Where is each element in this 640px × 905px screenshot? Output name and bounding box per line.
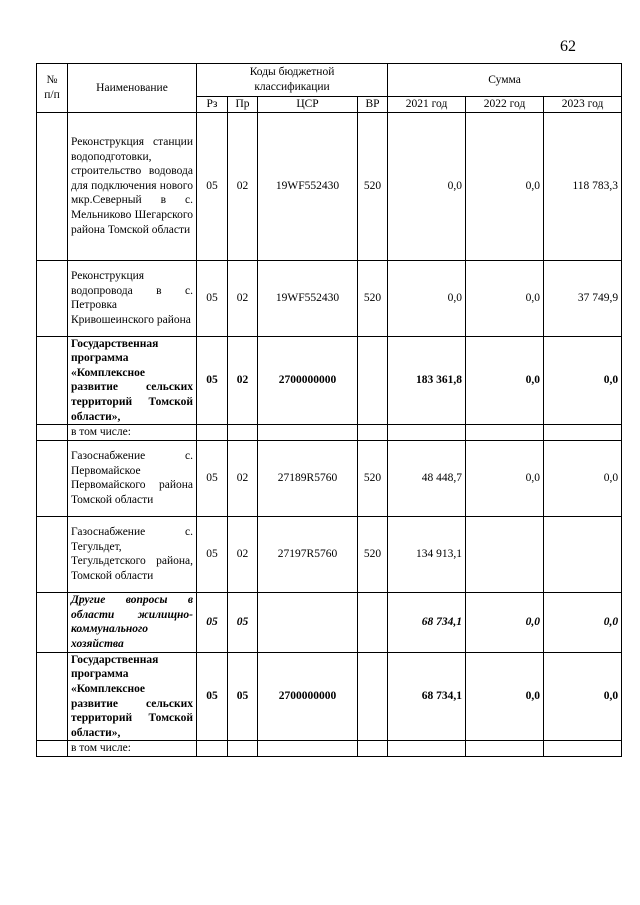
row-csr: 2700000000: [258, 652, 358, 741]
row-num: [37, 260, 68, 336]
row-num: [37, 440, 68, 516]
header-vr: ВР: [358, 97, 388, 113]
row-rz: [197, 425, 228, 441]
row-num: [37, 741, 68, 757]
row-vr: 520: [358, 516, 388, 592]
row-2022: 0,0: [466, 260, 544, 336]
table-row: [37, 516, 622, 592]
header-rz: Рз: [197, 97, 228, 113]
row-csr: [258, 425, 358, 441]
row-rz: 05: [197, 652, 228, 741]
row-2022: 0,0: [466, 336, 544, 425]
row-2023: 37 749,9: [544, 260, 622, 336]
row-num: [37, 112, 68, 260]
row-num: [37, 652, 68, 741]
header-pr: Пр: [228, 97, 258, 113]
table-row: [37, 592, 622, 652]
row-2022: 0,0: [466, 652, 544, 741]
row-2021: 183 361,8: [388, 336, 466, 425]
header-codes: [197, 64, 388, 97]
table-row: [37, 741, 622, 757]
row-vr: 520: [358, 440, 388, 516]
row-2023: [544, 741, 622, 757]
row-name: Газоснабжение с. Тегульдет, Тегульдетского района, Томской области: [68, 516, 197, 592]
row-pr: 02: [228, 516, 258, 592]
header-num: [37, 64, 68, 113]
row-num: [37, 336, 68, 425]
row-2021: [388, 425, 466, 441]
row-2023: 118 783,3: [544, 112, 622, 260]
row-vr: [358, 336, 388, 425]
row-rz: 05: [197, 112, 228, 260]
row-2021: 134 913,1: [388, 516, 466, 592]
row-name: Государственная программа «Комплексное развитие сельских территорий Томской области»,: [68, 336, 197, 425]
row-csr: 27189R5760: [258, 440, 358, 516]
row-pr: 02: [228, 440, 258, 516]
row-2021: 48 448,7: [388, 440, 466, 516]
header-codes-line2: классификации: [254, 81, 330, 93]
row-rz: 05: [197, 516, 228, 592]
table-row: [37, 336, 622, 425]
row-vr: [358, 652, 388, 741]
row-pr: [228, 741, 258, 757]
header-2023: 2023 год: [544, 97, 622, 113]
row-pr: [228, 425, 258, 441]
row-rz: [197, 741, 228, 757]
row-csr: [258, 741, 358, 757]
row-pr: 02: [228, 336, 258, 425]
table-row: [37, 112, 622, 260]
row-num: [37, 516, 68, 592]
table-row: [37, 260, 622, 336]
header-2021: 2021 год: [388, 97, 466, 113]
row-2022: [466, 425, 544, 441]
row-vr: 520: [358, 112, 388, 260]
row-name: Газоснабжение с. Первомайское Первомайского района Томской области: [68, 440, 197, 516]
row-pr: 05: [228, 652, 258, 741]
header-sum: Сумма: [388, 64, 622, 97]
header-2022: 2022 год: [466, 97, 544, 113]
row-csr: 2700000000: [258, 336, 358, 425]
row-name: Реконструкция водопровода в с. Петровка Кривошеинского района: [68, 260, 197, 336]
row-2023: 0,0: [544, 652, 622, 741]
row-vr: [358, 425, 388, 441]
row-num: [37, 425, 68, 441]
table-row: [37, 652, 622, 741]
row-num: [37, 592, 68, 652]
row-vr: [358, 592, 388, 652]
row-vr: [358, 741, 388, 757]
row-csr: 19WF552430: [258, 112, 358, 260]
row-rz: 05: [197, 336, 228, 425]
row-2022: 0,0: [466, 112, 544, 260]
row-pr: 02: [228, 112, 258, 260]
header-name: Наименование: [68, 64, 197, 113]
row-rz: 05: [197, 592, 228, 652]
row-pr: 05: [228, 592, 258, 652]
table-row: [37, 440, 622, 516]
row-2021: 0,0: [388, 260, 466, 336]
row-rz: 05: [197, 440, 228, 516]
row-name: Государственная программа «Комплексное развитие сельских территорий Томской области»,: [68, 652, 197, 741]
row-2023: 0,0: [544, 592, 622, 652]
table-row: [37, 425, 622, 441]
header-codes-line1: Коды бюджетной: [249, 66, 335, 79]
row-vr: 520: [358, 260, 388, 336]
header-csr: ЦСР: [258, 97, 358, 113]
header-num-line1: №: [46, 74, 58, 87]
row-2023: 0,0: [544, 440, 622, 516]
row-2022: 0,0: [466, 440, 544, 516]
page-number: 62: [560, 38, 576, 55]
row-csr: 27197R5760: [258, 516, 358, 592]
row-name: в том числе:: [68, 425, 197, 441]
row-name: Реконструкция станции водоподготовки, строительство водовода для подключения нового мкр.Северный в с. Мельниково Шегарского района Томской области: [68, 112, 197, 260]
row-csr: [258, 592, 358, 652]
row-name: Другие вопросы в области жилищно-коммунального хозяйства: [68, 592, 197, 652]
row-2023: 0,0: [544, 336, 622, 425]
row-name: в том числе:: [68, 741, 197, 757]
row-2021: 68 734,1: [388, 592, 466, 652]
row-2021: [388, 741, 466, 757]
row-rz: 05: [197, 260, 228, 336]
row-2022: 0,0: [466, 592, 544, 652]
row-2023: [544, 516, 622, 592]
budget-table: [36, 63, 622, 757]
row-2022: [466, 741, 544, 757]
row-csr: 19WF552430: [258, 260, 358, 336]
row-pr: 02: [228, 260, 258, 336]
row-2021: 68 734,1: [388, 652, 466, 741]
row-2022: [466, 516, 544, 592]
header-num-line2: п/п: [44, 88, 60, 101]
row-2023: [544, 425, 622, 441]
row-2021: 0,0: [388, 112, 466, 260]
